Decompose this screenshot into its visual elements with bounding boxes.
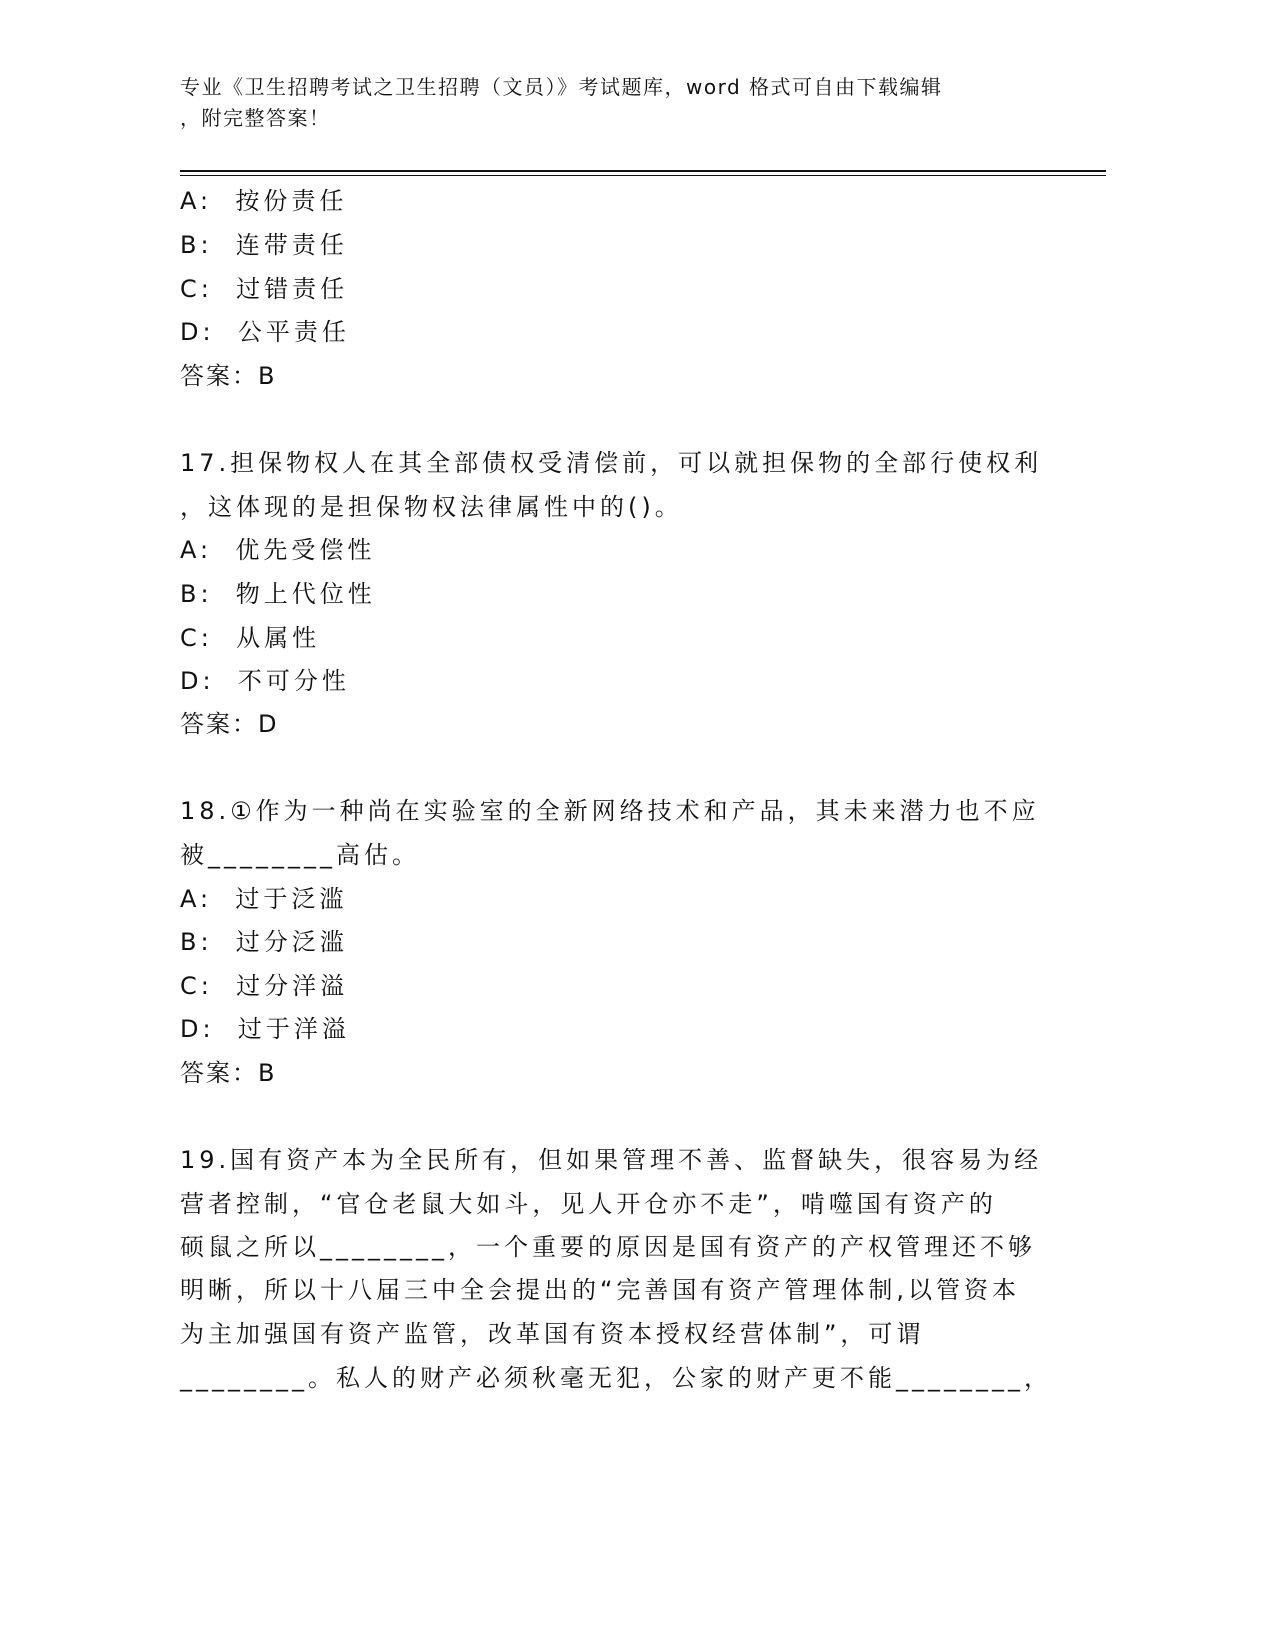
q17-option-d: D: 不可分性 (180, 667, 350, 695)
header-rule-top (180, 170, 1106, 172)
q16-option-d: D: 公平责任 (180, 318, 350, 346)
header-line-2: ，附完整答案！ (180, 106, 331, 130)
q19-stem-line-4: 明晰，所以十八届三中全会提出的“完善国有资产管理体制,以管资本 (180, 1276, 1021, 1304)
q18-option-a: A: 过于泛滥 (180, 885, 348, 913)
q19-stem-line-6: ________。私人的财产必须秋毫无犯，公家的财产更不能________， (180, 1364, 1052, 1392)
q18-option-b: B: 过分泛滥 (180, 928, 348, 956)
q16-option-b: B: 连带责任 (180, 231, 348, 259)
q19-stem-line-1: 19.国有资产本为全民所有，但如果管理不善、监督缺失，很容易为经 (180, 1146, 1043, 1174)
q17-option-c: C: 从属性 (180, 624, 321, 652)
header-line-1: 专业《卫生招聘考试之卫生招聘（文员）》考试题库，word 格式可自由下载编辑 (180, 75, 943, 99)
q17-stem-line-2: ，这体现的是担保物权法律属性中的()。 (180, 493, 683, 521)
q17-option-a: A: 优先受偿性 (180, 536, 376, 564)
q18-option-d: D: 过于洋溢 (180, 1015, 350, 1043)
q19-stem-line-2: 营者控制，“官仓老鼠大如斗，见人开仓亦不走”，啃噬国有资产的 (180, 1190, 997, 1218)
q16-option-a: A: 按份责任 (180, 187, 348, 215)
q19-stem-line-3: 硕鼠之所以________，一个重要的原因是国有资产的产权管理还不够 (180, 1233, 1036, 1261)
q18-stem-line-1: 18.①作为一种尚在实验室的全新网络技术和产品，其未来潜力也不应 (180, 797, 1040, 825)
q17-answer: 答案：D (180, 710, 279, 738)
q16-answer: 答案：B (180, 362, 277, 390)
q17-stem-line-1: 17.担保物权人在其全部债权受清偿前，可以就担保物的全部行使权利 (180, 449, 1043, 477)
q18-stem-line-2: 被________高估。 (180, 841, 420, 869)
q19-stem-line-5: 为主加强国有资产监管，改革国有资本授权经营体制”，可谓 (180, 1320, 925, 1348)
q17-option-b: B: 物上代位性 (180, 580, 376, 608)
q18-option-c: C: 过分洋溢 (180, 972, 349, 1000)
q16-option-c: C: 过错责任 (180, 275, 349, 303)
q18-answer: 答案：B (180, 1059, 277, 1087)
header-rule-bottom (180, 175, 1106, 176)
